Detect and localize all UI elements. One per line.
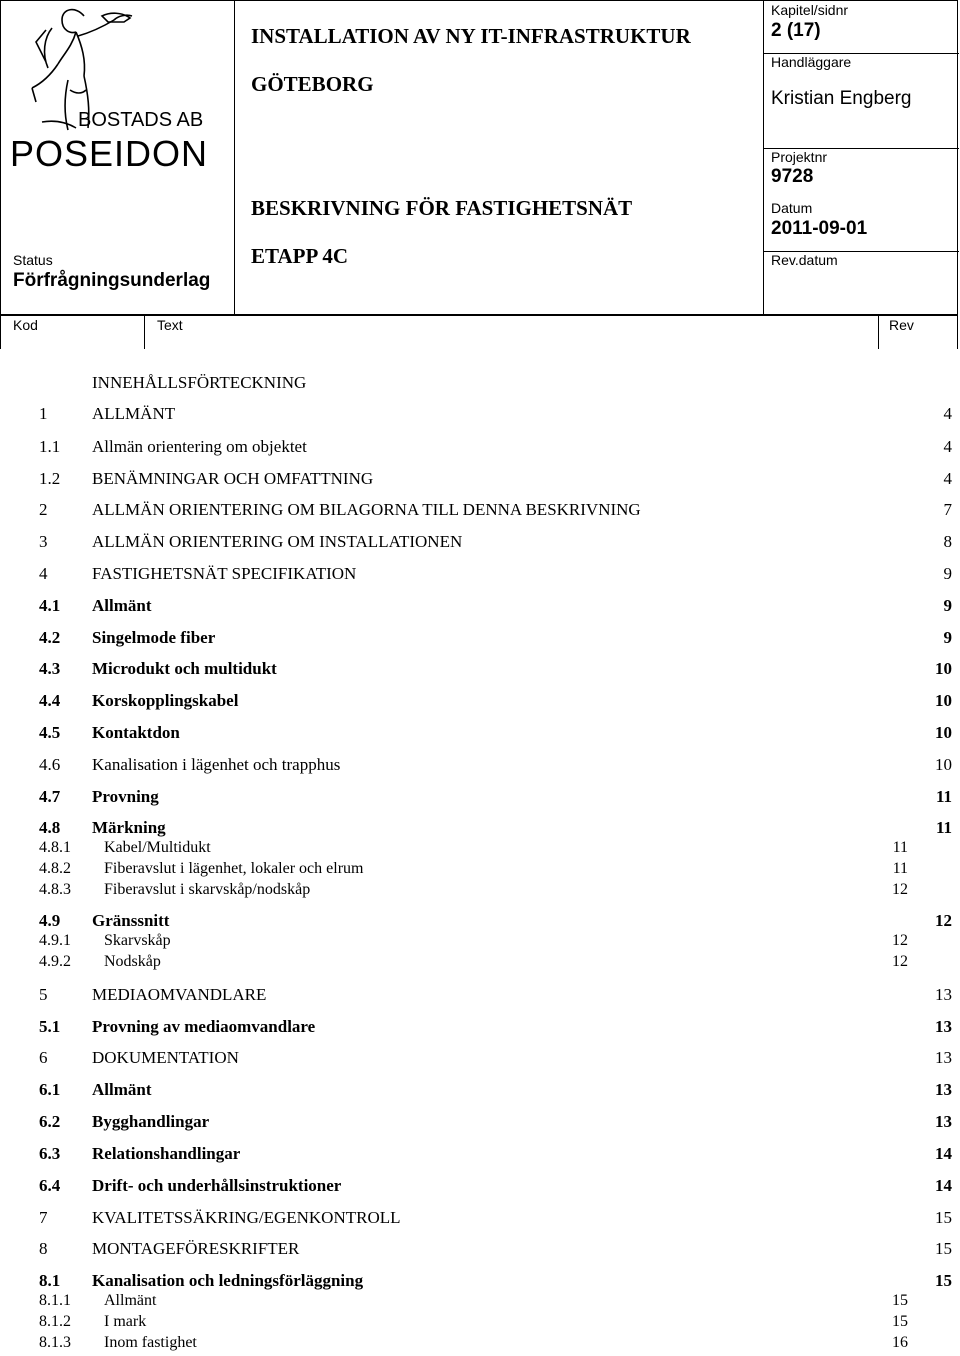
toc-entry-title: Allmänt — [92, 1080, 152, 1099]
chapter-label: Kapitel/sidnr — [771, 2, 849, 18]
toc-entry[interactable] — [0, 860, 960, 882]
toc-entry-title: ALLMÄNT — [92, 404, 176, 423]
toc-entry-page: 10 — [935, 723, 952, 742]
toc-entry[interactable] — [0, 1176, 960, 1198]
column-kod: Kod — [13, 317, 38, 333]
toc-entry-title: Kontaktdon — [92, 723, 180, 742]
toc-entry-page: 15 — [935, 1239, 952, 1258]
chapter-value: 2 (17) — [771, 20, 821, 41]
toc-entry[interactable] — [0, 437, 960, 459]
toc-entry-title: Inom fastighet — [104, 1334, 197, 1351]
toc-entry[interactable] — [0, 1017, 960, 1039]
toc-entry[interactable] — [0, 1048, 960, 1070]
toc-entry-title: Gränssnitt — [92, 911, 170, 930]
toc-entry-page: 9 — [943, 628, 952, 647]
toc-entry[interactable] — [0, 659, 960, 681]
toc-entry-title: ALLMÄN ORIENTERING OM BILAGORNA TILL DENNA BESKRIVNING — [92, 500, 641, 519]
handler-value: Kristian Engberg — [771, 88, 912, 109]
toc-entry-page: 10 — [935, 659, 952, 678]
toc-entry[interactable] — [0, 932, 960, 954]
logo-text-main: POSEIDON — [10, 133, 209, 174]
poseidon-logo-icon — [6, 2, 228, 202]
toc-entry-number: 4.8 — [39, 818, 61, 837]
toc-entry[interactable] — [0, 500, 960, 522]
column-text: Text — [157, 317, 183, 333]
toc-entry-title: Allmänt — [104, 1292, 157, 1309]
toc-entry-number: 6.3 — [39, 1144, 61, 1163]
toc-entry-page: 14 — [935, 1144, 952, 1163]
toc-entry[interactable] — [0, 1208, 960, 1230]
toc-entry-page: 12 — [892, 953, 908, 970]
toc-entry-page: 10 — [935, 755, 952, 774]
toc-entry-number: 4.8.1 — [39, 839, 71, 856]
toc-entry-page: 16 — [892, 1334, 908, 1351]
toc-entry-page: 4 — [943, 469, 952, 488]
toc-entry-page: 12 — [892, 932, 908, 949]
toc-entry-page: 10 — [935, 691, 952, 710]
toc-entry-page: 9 — [943, 564, 952, 583]
toc-entry[interactable] — [0, 1144, 960, 1166]
revdate-label: Rev.datum — [771, 252, 838, 268]
toc-entry-number: 7 — [39, 1208, 48, 1227]
document-stage: ETAPP 4C — [251, 244, 349, 268]
toc-entry[interactable] — [0, 1292, 960, 1314]
toc-entry[interactable] — [0, 818, 960, 840]
toc-entry-title: FASTIGHETSNÄT SPECIFIKATION — [92, 564, 357, 583]
toc-entry-page: 7 — [943, 500, 952, 519]
date-value: 2011-09-01 — [771, 218, 868, 239]
toc-entry-title: Drift- och underhållsinstruktioner — [92, 1176, 342, 1195]
toc-entry-number: 1 — [39, 404, 48, 423]
document-subtitle: BESKRIVNING FÖR FASTIGHETSNÄT — [251, 196, 633, 220]
toc-entry-title: MEDIAOMVANDLARE — [92, 985, 267, 1004]
toc-heading: INNEHÅLLSFÖRTECKNING — [92, 373, 307, 392]
toc-entry[interactable] — [0, 1080, 960, 1102]
toc-entry-number: 4.4 — [39, 691, 61, 710]
toc-entry-title: Kabel/Multidukt — [104, 839, 211, 856]
toc-entry-number: 8.1.3 — [39, 1334, 71, 1351]
toc-entry[interactable] — [0, 628, 960, 650]
toc-entry-page: 13 — [935, 1080, 952, 1099]
toc-entry-number: 8.1 — [39, 1271, 61, 1290]
toc-entry[interactable] — [0, 755, 960, 777]
toc-entry-number: 4 — [39, 564, 48, 583]
toc-entry[interactable] — [0, 691, 960, 713]
toc-entry[interactable] — [0, 1239, 960, 1261]
toc-entry-page: 12 — [935, 911, 952, 930]
toc-entry-number: 3 — [39, 532, 48, 551]
toc-entry-page: 11 — [892, 839, 908, 856]
toc-entry-number: 4.9 — [39, 911, 61, 930]
toc-entry-page: 15 — [892, 1313, 908, 1330]
toc-entry-title: Nodskåp — [104, 953, 161, 970]
toc-entry-number: 4.9.1 — [39, 932, 71, 949]
toc-entry-number: 4.8.2 — [39, 860, 71, 877]
toc-entry-page: 13 — [935, 1048, 952, 1067]
toc-entry-title: KVALITETSSÄKRING/EGENKONTROLL — [92, 1208, 401, 1227]
handler-label: Handläggare — [771, 54, 852, 70]
toc-entry-page: 14 — [935, 1176, 952, 1195]
toc-entry-number: 4.1 — [39, 596, 61, 615]
toc-entry[interactable] — [0, 1313, 960, 1335]
toc-entry-page: 9 — [943, 596, 952, 615]
toc-entry-page: 12 — [892, 881, 908, 898]
toc-entry-number: 6.1 — [39, 1080, 61, 1099]
toc-entry-number: 4.8.3 — [39, 881, 71, 898]
toc-entry-number: 8.1.2 — [39, 1313, 71, 1330]
toc-entry-number: 6.2 — [39, 1112, 61, 1131]
toc-entry-number: 4.7 — [39, 787, 61, 806]
status-label: Status — [13, 252, 53, 268]
toc-entry-title: Allmänt — [92, 596, 152, 615]
toc-entry-number: 4.2 — [39, 628, 61, 647]
toc-entry-number: 4.6 — [39, 755, 61, 774]
toc-entry-title: Märkning — [92, 818, 166, 837]
toc-entry[interactable] — [0, 1271, 960, 1293]
toc-entry-title: DOKUMENTATION — [92, 1048, 239, 1067]
toc-entry-title: Skarvskåp — [104, 932, 171, 949]
toc-entry-number: 8 — [39, 1239, 48, 1258]
toc-entry-number: 2 — [39, 500, 48, 519]
toc-entry[interactable] — [0, 404, 960, 426]
toc-entry-number: 5.1 — [39, 1017, 61, 1036]
toc-entry-page: 4 — [943, 404, 952, 423]
toc-entry-title: Fiberavslut i skarvskåp/nodskåp — [104, 881, 311, 898]
toc-entry-page: 11 — [935, 818, 952, 837]
toc-entry-title: ALLMÄN ORIENTERING OM INSTALLATIONEN — [92, 532, 463, 551]
toc-entry[interactable] — [0, 564, 960, 586]
project-value: 9728 — [771, 166, 814, 187]
toc-entry-title: Bygghandlingar — [92, 1112, 210, 1131]
toc-entry[interactable] — [0, 953, 960, 975]
toc-entry-title: Fiberavslut i lägenhet, lokaler och elrum — [104, 860, 364, 877]
toc-entry-title: Microdukt och multidukt — [92, 659, 277, 678]
toc-entry-page: 15 — [892, 1292, 908, 1309]
toc-entry-number: 1.2 — [39, 469, 61, 488]
toc-entry-number: 8.1.1 — [39, 1292, 71, 1309]
date-label: Datum — [771, 200, 813, 216]
status-value: Förfrågningsunderlag — [13, 270, 211, 291]
document-title: INSTALLATION AV NY IT-INFRASTRUKTUR — [251, 24, 691, 48]
toc-entry-title: Provning — [92, 787, 159, 806]
toc-entry-page: 13 — [935, 1112, 952, 1131]
toc-entry-number: 1.1 — [39, 437, 61, 456]
toc-entry-title: BENÄMNINGAR OCH OMFATTNING — [92, 469, 374, 488]
toc-entry-title: Relationshandlingar — [92, 1144, 241, 1163]
toc-entry[interactable] — [0, 596, 960, 618]
toc-entry-page: 15 — [935, 1208, 952, 1227]
toc-entry-number: 6 — [39, 1048, 48, 1067]
toc-entry[interactable] — [0, 532, 960, 554]
toc-entry-title: Provning av mediaomvandlare — [92, 1017, 316, 1036]
toc-entry-page: 11 — [935, 787, 952, 806]
toc-entry[interactable] — [0, 1112, 960, 1134]
toc-entry-title: I mark — [104, 1313, 147, 1330]
document-location: GÖTEBORG — [251, 72, 374, 96]
toc-entry-page: 11 — [892, 860, 908, 877]
toc-entry-title: Kanalisation och ledningsförläggning — [92, 1271, 364, 1290]
toc-entry-number: 5 — [39, 985, 48, 1004]
toc-entry[interactable] — [0, 911, 960, 933]
toc-entry[interactable] — [0, 985, 960, 1007]
toc-entry[interactable] — [0, 723, 960, 745]
toc-entry[interactable] — [0, 469, 960, 491]
toc-entry-title: Allmän orientering om objektet — [92, 437, 307, 456]
toc-entry-page: 4 — [943, 437, 952, 456]
toc-entry-title: Korskopplingskabel — [92, 691, 239, 710]
column-rev: Rev — [889, 317, 914, 333]
toc-entry[interactable] — [0, 881, 960, 903]
toc-entry-title: Singelmode fiber — [92, 628, 216, 647]
toc-entry-number: 6.4 — [39, 1176, 61, 1195]
toc-entry-number: 4.5 — [39, 723, 61, 742]
toc-entry[interactable] — [0, 839, 960, 861]
toc-entry[interactable] — [0, 787, 960, 809]
toc-entry-number: 4.3 — [39, 659, 61, 678]
project-label: Projektnr — [771, 149, 828, 165]
toc-entry-page: 13 — [935, 985, 952, 1004]
toc-entry-title: Kanalisation i lägenhet och trapphus — [92, 755, 341, 774]
toc-entry-page: 15 — [935, 1271, 952, 1290]
toc-entry-number: 4.9.2 — [39, 953, 71, 970]
toc-entry-page: 13 — [935, 1017, 952, 1036]
logo-text-top: BOSTADS AB — [78, 109, 204, 131]
toc-entry-page: 8 — [943, 532, 952, 551]
toc-entry-title: MONTAGEFÖRESKRIFTER — [92, 1239, 300, 1258]
